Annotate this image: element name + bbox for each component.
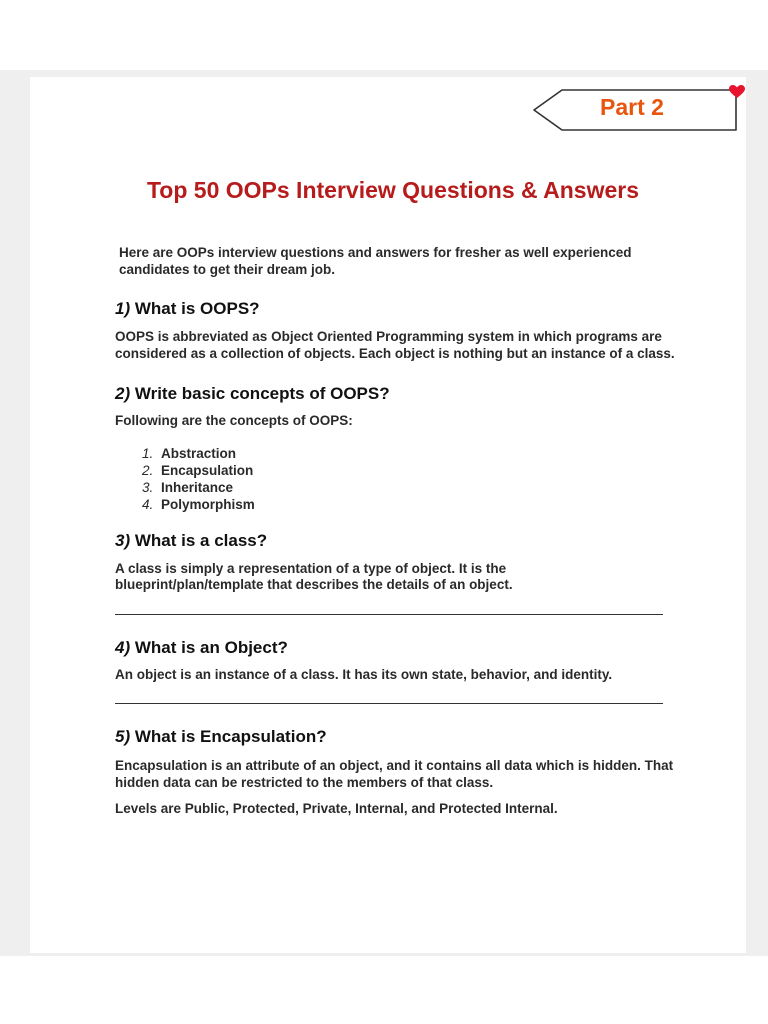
part-label: Part 2 [600, 94, 664, 120]
question-number: 1) [115, 299, 131, 318]
answer-text: An object is an instance of a class. It has its own state, behavior, and identity. [115, 666, 613, 682]
question-heading [115, 726, 675, 748]
answer-text: Encapsulation is an attribute of an object, and it contains all data which is hidden. That hidden data can be restricted to the members of that class. [115, 758, 674, 790]
concepts-list [115, 445, 675, 513]
list-item: 4. Polymorphism [157, 496, 675, 513]
answer-text: A class is simply a representation of a type of object. It is the blueprint/plan/template that describes the details of an object. [115, 560, 513, 592]
question-heading [115, 298, 675, 320]
answer-text: Following are the concepts of OOPS: [115, 413, 353, 428]
list-item: 2. Encapsulation [157, 462, 675, 479]
question-text: Write basic concepts of OOPS? [134, 384, 390, 403]
question-text: What is a class? [134, 530, 268, 550]
list-item: 3. Inheritance [157, 479, 675, 496]
answer-text: OOPS is abbreviated as Object Oriented Programming system in which programs are considered as a collection of objects. Each object is nothing but an instance of a class. [115, 329, 675, 361]
divider [115, 703, 663, 704]
question-heading [115, 383, 675, 405]
question-text: What is OOPS? [134, 299, 260, 318]
document-content [115, 245, 675, 818]
answer-text: Levels are Public, Protected, Private, Internal, and Protected Internal. [115, 801, 558, 816]
list-item: 1. Abstraction [157, 445, 675, 462]
question-number: 3) [115, 530, 131, 550]
part-badge [532, 88, 738, 132]
question-text: What is Encapsulation? [134, 727, 327, 746]
heart-icon [729, 85, 745, 99]
question-heading [115, 637, 675, 659]
intro-text: Here are OOPs interview questions and answers for fresher as well experienced candidates to get their dream job. [119, 245, 632, 277]
question-number: 4) [115, 637, 131, 657]
divider [115, 614, 663, 615]
question-text: What is an Object? [134, 637, 288, 657]
question-heading [115, 530, 675, 552]
page-title: Top 50 OOPs Interview Questions & Answers [146, 177, 640, 203]
question-number: 2) [115, 384, 131, 403]
question-number: 5) [115, 727, 131, 746]
